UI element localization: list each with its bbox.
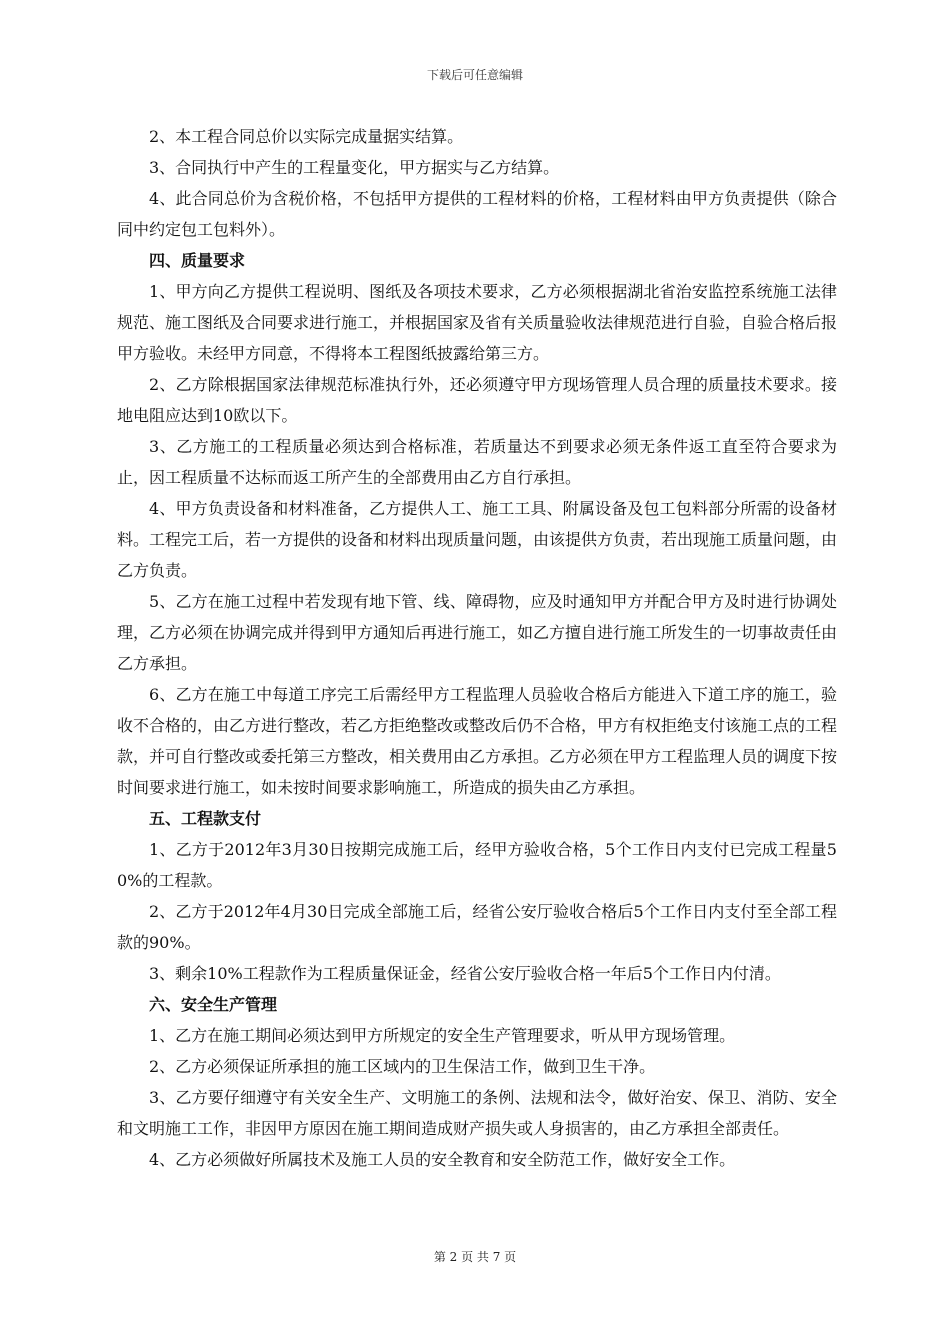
quality-clause-2: 2、乙方除根据国家法律规范标准执行外，还必须遵守甲方现场管理人员合理的质量技术要求。接地电阻应达到10欧以下。: [117, 375, 837, 425]
quality-clause-5: 5、乙方在施工过程中若发现有地下管、线、障碍物，应及时通知甲方并配合甲方及时进行协调处理，乙方必须在协调完成并得到甲方通知后再进行施工，如乙方擅自进行施工所发生的一切事故责任由乙方承担。: [117, 592, 838, 673]
section-heading-payment: 五、工程款支付: [149, 809, 262, 828]
clause-3-quantity-change: 3、合同执行中产生的工程量变化，甲方据实与乙方结算。: [149, 158, 560, 177]
quality-clause-4: 4、甲方负责设备和材料准备，乙方提供人工、施工工具、附属设备及包工包料部分所需的设备材料。工程完工后，若一方提供的设备和材料出现质量问题，由该提供方负责，若出现施工质量问题，由乙方负责。: [117, 499, 838, 580]
clause-2-contract-price: 2、本工程合同总价以实际完成量据实结算。: [149, 127, 464, 146]
safety-clause-1: 1、乙方在施工期间必须达到甲方所规定的安全生产管理要求，听从甲方现场管理。: [149, 1026, 736, 1045]
safety-clause-4: 4、乙方必须做好所属技术及施工人员的安全教育和安全防范工作，做好安全工作。: [149, 1150, 736, 1169]
payment-clause-2: 2、乙方于2012年4月30日完成全部施工后，经省公安厅验收合格后5个工作日内支付至全部工程款的90%。: [117, 902, 837, 952]
quality-clause-1: 1、甲方向乙方提供工程说明、图纸及各项技术要求，乙方必须根据湖北省治安监控系统施工法律规范、施工图纸及合同要求进行施工，并根据国家及省有关质量验收法律规范进行自验，自验合格后报甲方验收。未经甲方同意，不得将本工程图纸披露给第三方。: [117, 282, 838, 363]
payment-clause-1: 1、乙方于2012年3月30日按期完成施工后，经甲方验收合格，5个工作日内支付已完成工程量50%的工程款。: [117, 840, 837, 890]
page-footer: 第 2 页 共 7 页: [433, 1250, 517, 1264]
payment-clause-3: 3、剩余10%工程款作为工程质量保证金，经省公安厅验收合格一年后5个工作日内付清。: [149, 964, 781, 983]
clause-4-tax-inclusive: 4、此合同总价为含税价格，不包括甲方提供的工程材料的价格，工程材料由甲方负责提供（除合同中约定包工包料外）。: [117, 189, 837, 239]
document-body: [117, 121, 837, 1175]
quality-clause-6: 6、乙方在施工中每道工序完工后需经甲方工程监理人员验收合格后方能进入下道工序的施工，验收不合格的，由乙方进行整改，若乙方拒绝整改或整改后仍不合格，甲方有权拒绝支付该施工点的工程款，并可自行整改或委托第三方整改，相关费用由乙方承担。乙方必须在甲方工程监理人员的调度下按时间要求进行施工，如未按时间要求影响施工，所造成的损失由乙方承担。: [117, 685, 838, 797]
quality-clause-3: 3、乙方施工的工程质量必须达到合格标准，若质量达不到要求必须无条件返工直至符合要求为止，因工程质量不达标而返工所产生的全部费用由乙方自行承担。: [117, 437, 837, 487]
section-heading-quality: 四、质量要求: [149, 251, 246, 270]
section-heading-safety: 六、安全生产管理: [149, 995, 278, 1014]
page-header: 下载后可任意编辑: [426, 68, 523, 82]
safety-clause-3: 3、乙方要仔细遵守有关安全生产、文明施工的条例、法规和法令，做好治安、保卫、消防、安全和文明施工工作，非因甲方原因在施工期间造成财产损失或人身损害的，由乙方承担全部责任。: [117, 1088, 837, 1138]
safety-clause-2: 2、乙方必须保证所承担的施工区域内的卫生保洁工作，做到卫生干净。: [149, 1057, 656, 1076]
